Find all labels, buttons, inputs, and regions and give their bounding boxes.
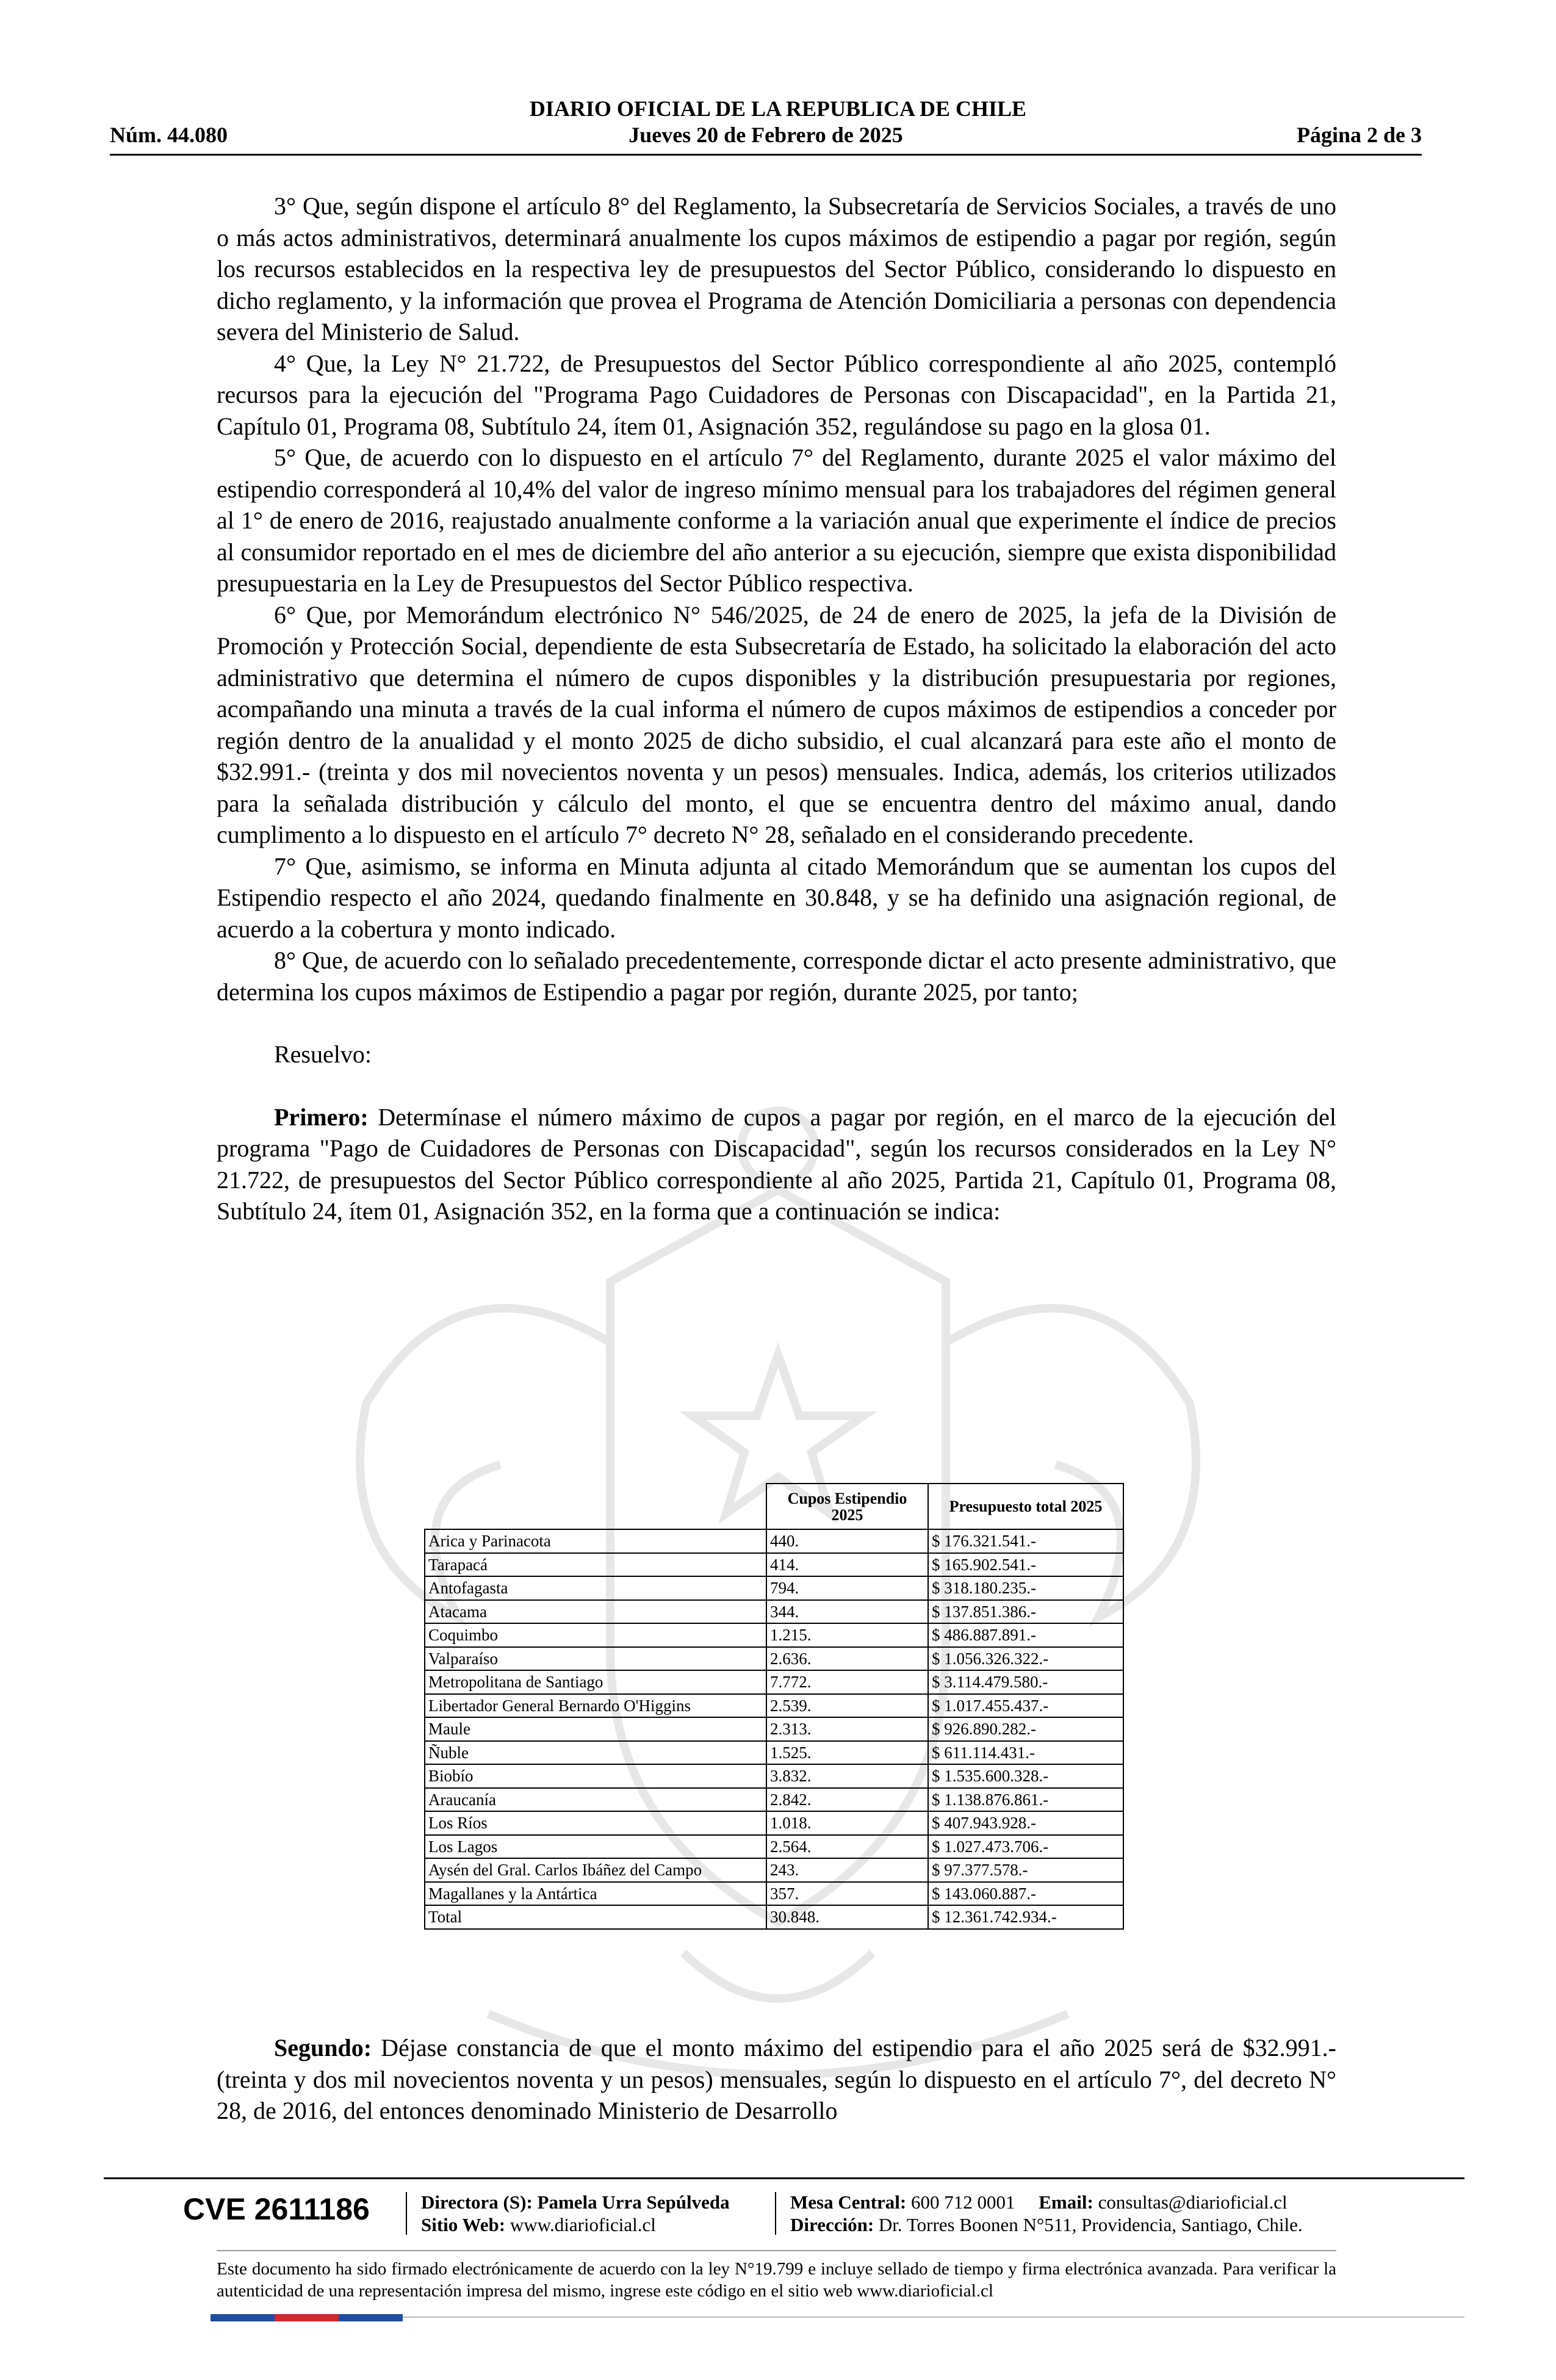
- region-cell: Metropolitana de Santiago: [425, 1670, 766, 1694]
- segundo-text: Déjase constancia de que el monto máximo del estipendio para el año 2025 será de $32.991.- (treinta y dos mil novecientos noventa y un pesos) mensuales, según lo dispuesto en el artículo 7°, del decreto N° 28, de 2016, del entonces denominado Ministerio de Desarrollo: [217, 2034, 1336, 2124]
- cupos-cell: 414.: [766, 1553, 928, 1577]
- presupuesto-cell: $ 1.535.600.328.-: [928, 1764, 1123, 1788]
- table-row: [425, 1764, 1123, 1788]
- considerando-6: 6° Que, por Memorándum electrónico N° 546/2025, de 24 de enero de 2025, la jefa de la División de Promoción y Protección Social, dependiente de esta Subsecretaría de Estado, ha solicitado la elaboración del acto administrativo que determina el número de cupos disponibles y la distribución presupuestaria por regiones, acompañando una minuta a través de la cual informa el número de cupos máximos de estipendios a conceder por región dentro de la anualidad y el monto 2025 de dicho subsidio, el cual alcanzará para este año el monto de $32.991.- (treinta y dos mil novecientos noventa y un pesos) mensuales. Indica, además, los criterios utilizados para la señalada distribución y cálculo del monto, el que se encuentra dentro del máximo anual, dando cumplimento a lo dispuesto en el artículo 7° decreto N° 28, señalado en el considerando precedente.: [217, 600, 1336, 848]
- table-row: [425, 1553, 1123, 1577]
- email-link[interactable]: consultas@diarioficial.cl: [1098, 2191, 1288, 2213]
- document-body: [217, 190, 1336, 1227]
- presupuesto-cell: $ 3.114.479.580.-: [928, 1670, 1123, 1694]
- considerando-8: 8° Que, de acuerdo con lo señalado precedentemente, corresponde dictar el acto presente administrativo, que determina los cupos máximos de Estipendio a pagar por región, durante 2025, por tanto;: [217, 947, 1336, 1006]
- region-cell: Total: [425, 1905, 766, 1929]
- footer-bottom-line: [403, 2317, 1464, 2318]
- signature-note: Este documento ha sido firmado electrónicamente de acuerdo con la ley N°19.799 e incluye sellado de tiempo y firma electrónica avanzada. Para verificar la autenticidad de una representación impresa del mismo, ingrese este código en el sitio web www.diarioficial.cl: [217, 2259, 1336, 2301]
- region-cell: Atacama: [425, 1600, 766, 1624]
- direccion-label: Dirección:: [790, 2214, 874, 2235]
- region-cell: Tarapacá: [425, 1553, 766, 1577]
- cupos-cell: 357.: [766, 1882, 928, 1906]
- presupuesto-cell: $ 1.027.473.706.-: [928, 1835, 1123, 1859]
- header-row: [110, 122, 1422, 148]
- cupos-cell: 794.: [766, 1576, 928, 1600]
- cupos-cell: 2.564.: [766, 1835, 928, 1859]
- region-cell: Maule: [425, 1717, 766, 1741]
- region-cell: Coquimbo: [425, 1623, 766, 1647]
- presupuesto-cell: $ 97.377.578.-: [928, 1858, 1123, 1882]
- presupuesto-cell: $ 137.851.386.-: [928, 1600, 1123, 1624]
- presupuesto-cell: $ 611.114.431.-: [928, 1741, 1123, 1765]
- presupuesto-cell: $ 165.902.541.-: [928, 1553, 1123, 1577]
- considerando-5: 5° Que, de acuerdo con lo dispuesto en el artículo 7° del Reglamento, durante 2025 el valor máximo del estipendio corresponderá al 10,4% del valor de ingreso mínimo mensual para los trabajadores del régimen general al 1° de enero de 2016, reajustado anualmente conforme a la variación anual que experimente el índice de precios al consumidor reportado en el mes de diciembre del año anterior a su ejecución, siempre que exista disponibilidad presupuestaria en la Ley de Presupuestos del Sector Público respectiva.: [217, 444, 1336, 597]
- table-row: [425, 1858, 1123, 1882]
- primero-paragraph: [217, 1102, 1336, 1227]
- considerando-3: 3° Que, según dispone el artículo 8° del Reglamento, la Subsecretaría de Servicios Sociales, a través de uno o más actos administrativos, determinará anualmente los cupos máximos de estipendio a pagar por región, según los recursos establecidos en la respectiva ley de presupuestos del Sector Público, considerando lo dispuesto en dicho reglamento, y la información que provea el Programa de Atención Domiciliaria a personas con dependencia severa del Ministerio de Salud.: [217, 192, 1336, 345]
- presupuesto-cell: $ 176.321.541.-: [928, 1529, 1123, 1553]
- footer-contact-right: [790, 2191, 1303, 2236]
- region-cell: Arica y Parinacota: [425, 1529, 766, 1553]
- table-header-presupuesto: Presupuesto total 2025: [928, 1484, 1123, 1529]
- region-cell: Magallanes y la Antártica: [425, 1882, 766, 1906]
- cupos-cell: 2.539.: [766, 1694, 928, 1718]
- gazette-title: DIARIO OFICIAL DE LA REPUBLICA DE CHILE: [529, 96, 1027, 121]
- table-header-cupos: Cupos Estipendio 2025: [766, 1484, 928, 1529]
- issue-date: Jueves 20 de Febrero de 2025: [629, 123, 903, 147]
- footer-direccion: [790, 2213, 1303, 2236]
- footer-contact-left: [421, 2191, 730, 2236]
- direccion-value: Dr. Torres Boonen N°511, Providencia, Santiago, Chile.: [878, 2214, 1303, 2235]
- footer-mesa-email: [790, 2191, 1303, 2213]
- cupos-cell: 2.636.: [766, 1647, 928, 1671]
- considerando-4: 4° Que, la Ley N° 21.722, de Presupuestos del Sector Público correspondiente al año 2025, contempló recursos para la ejecución del "Programa Pago Cuidadores de Personas con Discapacidad", en la Partida 21, Capítulo 01, Programa 08, Subtítulo 24, ítem 01, Asignación 352, regulándose su pago en la glosa 01.: [217, 349, 1336, 440]
- table-row: [425, 1882, 1123, 1906]
- color-bar-segment: [211, 2314, 275, 2321]
- table-header-region: [425, 1484, 766, 1529]
- region-cell: Araucanía: [425, 1788, 766, 1812]
- region-cell: Ñuble: [425, 1741, 766, 1765]
- table-row: [425, 1623, 1123, 1647]
- flag-color-bar: [211, 2314, 403, 2321]
- page-indicator: Página 2 de 3: [1296, 123, 1422, 147]
- resuelvo-heading: Resuelvo:: [274, 1040, 372, 1068]
- presupuesto-cell: $ 143.060.887.-: [928, 1882, 1123, 1906]
- header-divider: [110, 154, 1422, 156]
- presupuesto-cell: $ 12.361.742.934.-: [928, 1905, 1123, 1929]
- presupuesto-cell: $ 1.017.455.437.-: [928, 1694, 1123, 1718]
- presupuesto-cell: $ 486.887.891.-: [928, 1623, 1123, 1647]
- table-row: [425, 1576, 1123, 1600]
- presupuesto-cell: $ 1.056.326.322.-: [928, 1647, 1123, 1671]
- region-cell: Valparaíso: [425, 1647, 766, 1671]
- footer-separator: [775, 2192, 776, 2235]
- sitio-label: Sitio Web:: [421, 2214, 506, 2235]
- presupuesto-cell: $ 318.180.235.-: [928, 1576, 1123, 1600]
- mesa-phone: 600 712 0001: [911, 2191, 1015, 2213]
- cupos-cell: 30.848.: [766, 1905, 928, 1929]
- document-body-continued: [217, 2032, 1336, 2127]
- color-bar-segment: [275, 2314, 339, 2321]
- color-bar-segment: [339, 2314, 403, 2321]
- directora-label: Directora (S):: [421, 2191, 533, 2213]
- footer-divider: [104, 2177, 1464, 2179]
- sitio-link[interactable]: www.diarioficial.cl: [510, 2214, 656, 2235]
- region-cell: Los Lagos: [425, 1835, 766, 1859]
- region-cell: Antofagasta: [425, 1576, 766, 1600]
- email-label: Email:: [1039, 2191, 1093, 2213]
- cupos-table-wrapper: [424, 1483, 1124, 1930]
- considerando-7: 7° Que, asimismo, se informa en Minuta adjunta al citado Memorándum que se aumentan los cupos del Estipendio respecto el año 2024, quedando finalmente en 30.848, y se ha definido una asignación regional, de acuerdo a la cobertura y monto indicado.: [217, 852, 1336, 943]
- footer-directora: [421, 2191, 730, 2213]
- table-row: [425, 1905, 1123, 1929]
- presupuesto-cell: $ 926.890.282.-: [928, 1717, 1123, 1741]
- region-cell: Los Ríos: [425, 1811, 766, 1835]
- cupos-cell: 2.842.: [766, 1788, 928, 1812]
- cupos-cell: 1.525.: [766, 1741, 928, 1765]
- primero-text: Determínase el número máximo de cupos a pagar por región, en el marco de la ejecución del programa "Pago de Cuidadores de Personas con Discapacidad", según los recursos considerados en la Ley N° 21.722, de presupuestos del Sector Público correspondiente al año 2025, Partida 21, Capítulo 01, Programa 08, Subtítulo 24, ítem 01, Asignación 352, en la forma que a continuación se indica:: [217, 1103, 1336, 1225]
- mesa-label: Mesa Central:: [790, 2191, 907, 2213]
- region-cell: Biobío: [425, 1764, 766, 1788]
- table-row: [425, 1741, 1123, 1765]
- cupos-cell: 243.: [766, 1858, 928, 1882]
- cupos-table: [424, 1483, 1124, 1930]
- presupuesto-cell: $ 407.943.928.-: [928, 1811, 1123, 1835]
- table-header-row: [425, 1484, 1123, 1529]
- cupos-cell: 440.: [766, 1529, 928, 1553]
- cupos-cell: 344.: [766, 1600, 928, 1624]
- region-cell: Libertador General Bernardo O'Higgins: [425, 1694, 766, 1718]
- presupuesto-cell: $ 1.138.876.861.-: [928, 1788, 1123, 1812]
- table-row: [425, 1717, 1123, 1741]
- table-row: [425, 1788, 1123, 1812]
- footer-sitio: [421, 2213, 730, 2236]
- table-row: [425, 1670, 1123, 1694]
- table-row: [425, 1647, 1123, 1671]
- primero-label: Primero:: [274, 1103, 369, 1131]
- table-body: [425, 1529, 1123, 1929]
- region-cell: Aysén del Gral. Carlos Ibáñez del Campo: [425, 1858, 766, 1882]
- table-row: [425, 1694, 1123, 1718]
- cupos-cell: 3.832.: [766, 1764, 928, 1788]
- issue-number: Núm. 44.080: [110, 123, 228, 147]
- cupos-cell: 7.772.: [766, 1670, 928, 1694]
- table-row: [425, 1600, 1123, 1624]
- table-row: [425, 1811, 1123, 1835]
- footer-separator: [406, 2192, 407, 2235]
- table-row: [425, 1835, 1123, 1859]
- cupos-cell: 2.313.: [766, 1717, 928, 1741]
- cve-code: CVE 2611186: [183, 2192, 370, 2226]
- segundo-label: Segundo:: [274, 2034, 372, 2061]
- cupos-cell: 1.018.: [766, 1811, 928, 1835]
- segundo-paragraph: [217, 2032, 1336, 2127]
- cupos-cell: 1.215.: [766, 1623, 928, 1647]
- table-row: [425, 1529, 1123, 1553]
- directora-name: Pamela Urra Sepúlveda: [537, 2191, 730, 2213]
- footer-note-divider: [217, 2250, 1336, 2251]
